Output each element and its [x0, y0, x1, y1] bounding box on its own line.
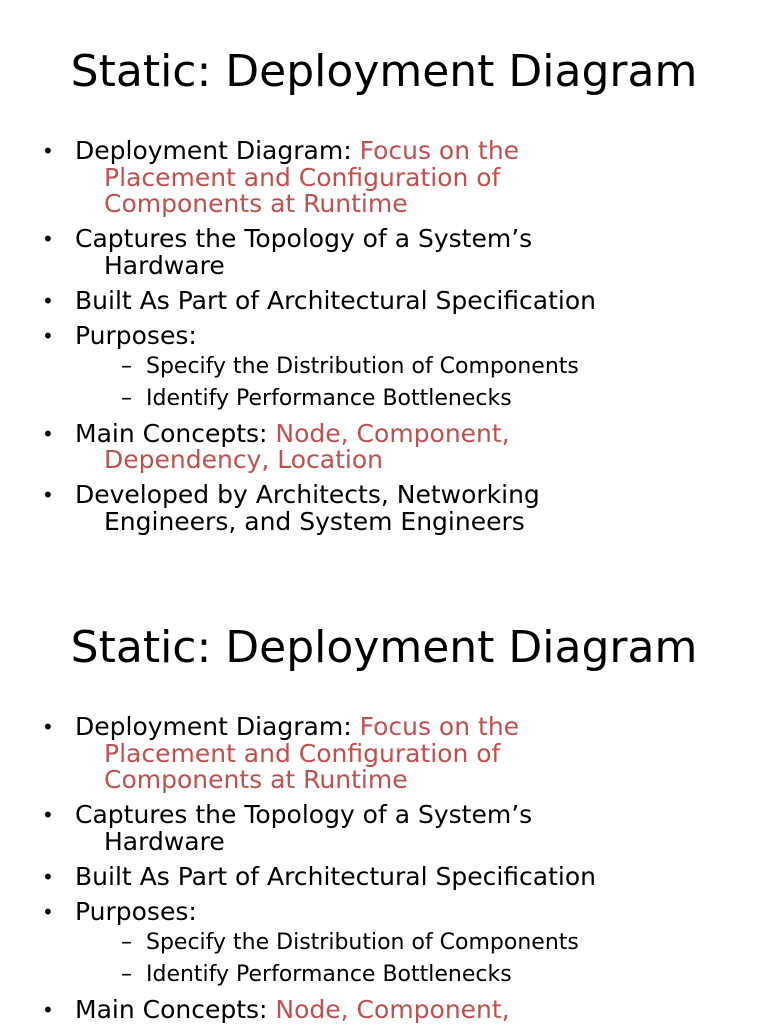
bullet-label: Main Concepts: [75, 994, 276, 1024]
bullet-accent-text: Components at Runtime [104, 765, 408, 794]
slide-2 [0, 576, 768, 1024]
dash-marker: – [121, 930, 132, 955]
bullet-accent-text: Node, Component, [275, 994, 510, 1024]
bullet-deployment-diagram [0, 138, 768, 218]
bullet-accent-text: Placement and Configuration of [104, 162, 501, 192]
sub-bullet-bottlenecks [0, 385, 768, 412]
sub-bullet-text: Identify Performance Bottlenecks [146, 962, 512, 987]
sub-bullet-distribution [0, 353, 768, 380]
dash-marker: – [121, 962, 132, 987]
bullet-main-concepts [0, 994, 768, 1024]
bullet-marker: • [42, 899, 54, 924]
bullet-marker: • [42, 803, 54, 827]
bullet-text: Hardware [104, 250, 225, 280]
bullet-accent-text: Placement and Configuration of [104, 738, 501, 768]
bullet-text: Captures the Topology of a System’s [75, 224, 533, 253]
dash-marker: – [121, 354, 132, 379]
bullet-text: Hardware [104, 826, 225, 856]
bullet-architectural-spec [0, 285, 768, 315]
bullet-topology [0, 802, 768, 855]
sub-bullet-list [104, 353, 768, 412]
bullet-deployment-diagram [0, 714, 768, 794]
sub-bullet-text: Identify Performance Bottlenecks [146, 386, 512, 411]
bullet-marker: • [42, 323, 54, 348]
bullet-purposes [0, 896, 768, 989]
bullet-text: Developed by Architects, Networking [75, 480, 540, 509]
dash-marker: – [121, 386, 132, 411]
bullet-architectural-spec [0, 861, 768, 891]
bullet-label: Main Concepts: [75, 418, 276, 448]
bullet-developed-by [0, 482, 768, 535]
bullet-accent-text: Focus on the [359, 712, 520, 741]
slide-title: Static: Deployment Diagram [70, 46, 698, 97]
bullet-text: Captures the Topology of a System’s [75, 800, 533, 829]
sub-bullet-text: Specify the Distribution of Components [146, 930, 579, 955]
bullet-marker: • [42, 227, 54, 251]
bullet-topology [0, 226, 768, 279]
bullet-marker: • [42, 715, 54, 739]
bullet-label: Deployment Diagram: [75, 712, 360, 741]
bullet-accent-text: Components at Runtime [104, 189, 408, 218]
slide-title: Static: Deployment Diagram [70, 622, 698, 673]
bullet-list [0, 714, 768, 1024]
sub-bullet-distribution [0, 929, 768, 956]
sub-bullet-text: Specify the Distribution of Components [146, 354, 579, 379]
bullet-marker: • [42, 288, 54, 313]
bullet-text: Purposes: [75, 320, 197, 350]
bullet-marker: • [42, 997, 54, 1022]
bullet-text: Built As Part of Architectural Specification [75, 285, 596, 315]
bullet-list [0, 138, 768, 544]
bullet-marker: • [42, 139, 54, 163]
sub-bullet-list [104, 929, 768, 988]
bullet-purposes [0, 320, 768, 413]
bullet-marker: • [42, 421, 54, 446]
bullet-accent-text: Focus on the [359, 136, 520, 165]
bullet-marker: • [42, 483, 54, 507]
bullet-text: Engineers, and System Engineers [104, 506, 525, 536]
bullet-marker: • [42, 864, 54, 889]
bullet-label: Deployment Diagram: [75, 136, 360, 165]
bullet-accent-text: Dependency, Location [104, 445, 383, 474]
bullet-main-concepts [0, 418, 768, 474]
bullet-accent-text: Node, Component, [275, 418, 510, 448]
bullet-text: Purposes: [75, 896, 197, 926]
bullet-text: Built As Part of Architectural Specification [75, 861, 596, 891]
sub-bullet-bottlenecks [0, 961, 768, 988]
